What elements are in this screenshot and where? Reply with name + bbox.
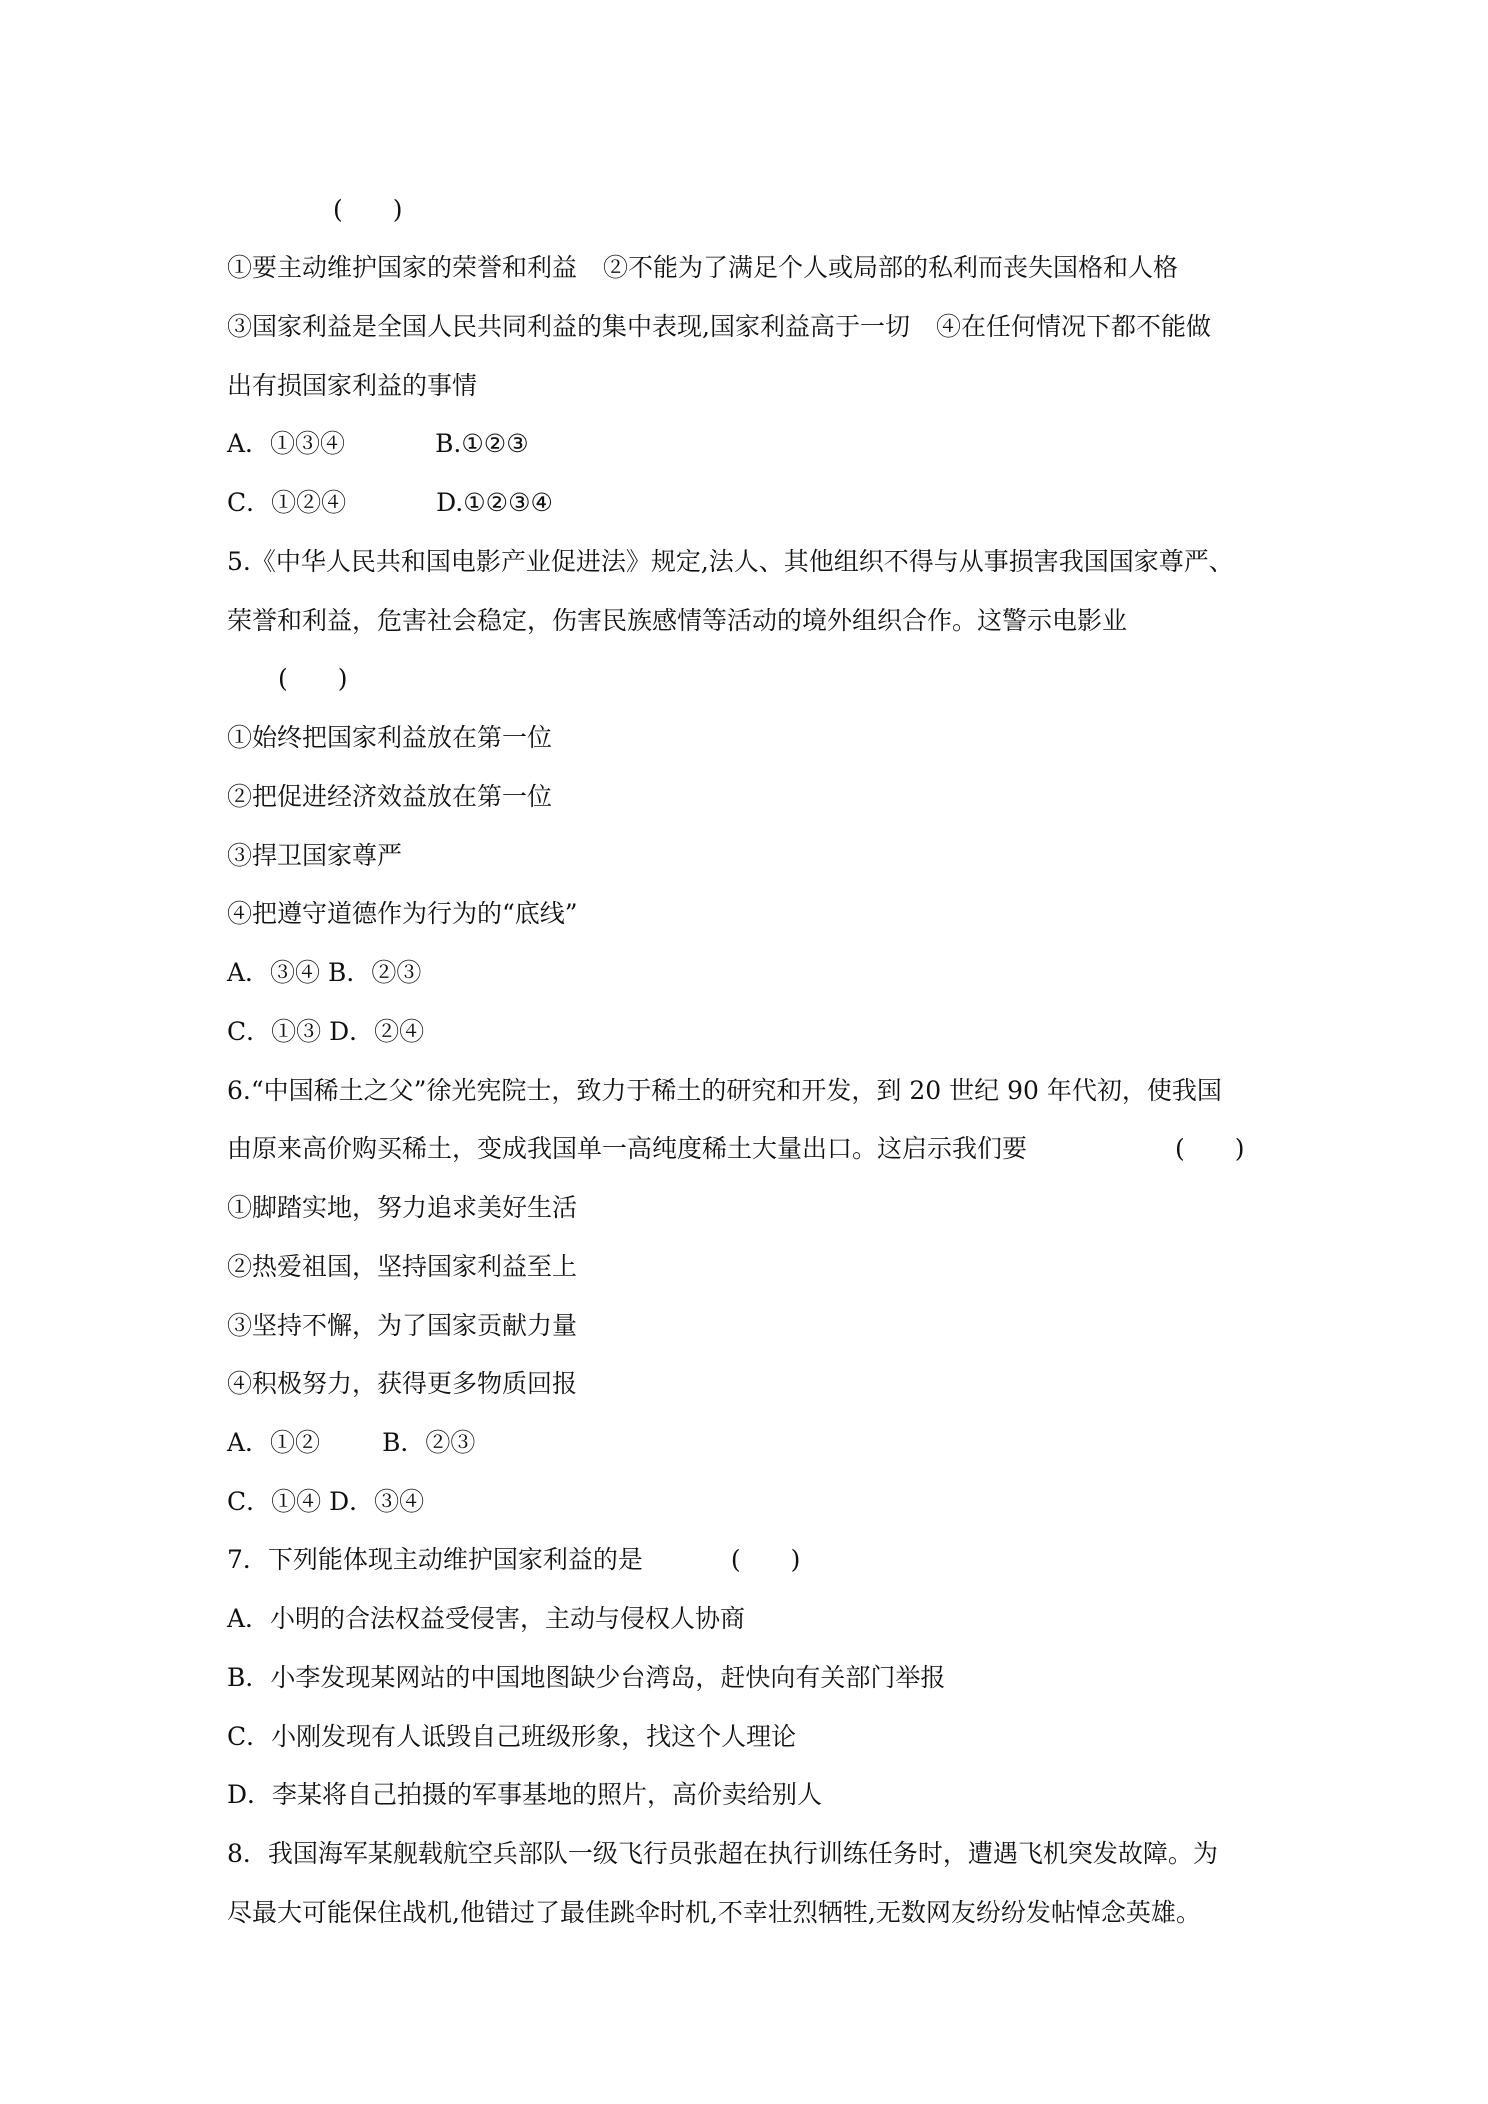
q4-choices-ab (227, 428, 529, 460)
q4-choice-b: B.①②③ (435, 429, 529, 458)
q6-stem-line1: 6.“中国稀土之父”徐光宪院士，致力于稀土的研究和开发，到 20 世纪 90 年代初，使我国 (227, 1076, 1222, 1105)
q8-stem-line1: 8．我国海军某舰载航空兵部队一级飞行员张超在执行训练任务时，遭遇飞机突发故障。为 (227, 1839, 1218, 1868)
q8-stem-line2: 尽最大可能保住战机,他错过了最佳跳伞时机,不幸壮烈牺牲,无数网友纷纷发帖悼念英雄。 (227, 1898, 1201, 1927)
q6-choice-a: A．①② (227, 1428, 321, 1457)
q6-answer-paren: ( ) (1175, 1134, 1245, 1163)
q4-choice-c: C．①②④ (227, 488, 347, 517)
q6-stem-line2 (227, 1133, 1245, 1165)
q5-choices-cd: C．①③ D．②④ (227, 1017, 425, 1046)
q4-option-1: ①要主动维护国家的荣誉和利益 (227, 253, 578, 282)
q5-option-3: ③捍卫国家尊严 (227, 841, 403, 870)
q6-choices-cd: C．①④ D．③④ (227, 1487, 425, 1516)
q7-option-d: D．李某将自己拍摄的军事基地的照片，高价卖给别人 (227, 1780, 823, 1809)
q6-option-1: ①脚踏实地，努力追求美好生活 (227, 1193, 578, 1222)
q4-answer-paren: ( ) (333, 195, 403, 224)
q5-option-2: ②把促进经济效益放在第一位 (227, 782, 553, 811)
q6-option-4: ④积极努力，获得更多物质回报 (227, 1369, 578, 1398)
q5-stem-line1: 5.《中华人民共和国电影产业促进法》规定,法人、其他组织不得与从事损害我国国家尊严、 (227, 547, 1234, 576)
q5-option-1: ①始终把国家利益放在第一位 (227, 723, 553, 752)
q4-options-row1 (227, 252, 1178, 284)
q6-choice-b: B．②③ (382, 1428, 476, 1457)
q6-option-3: ③坚持不懈，为了国家贡献力量 (227, 1311, 578, 1340)
q6-option-2: ②热爱祖国，坚持国家利益至上 (227, 1252, 578, 1281)
q5-answer-paren: ( ) (278, 664, 348, 693)
q4-choice-d: D.①②③④ (436, 488, 553, 517)
q4-option-3: ③国家利益是全国人民共同利益的集中表现,国家利益高于一切 (227, 312, 910, 341)
q5-stem-line2: 荣誉和利益，危害社会稳定，伤害民族感情等活动的境外组织合作。这警示电影业 (227, 606, 1128, 635)
q5-choices-ab: A．③④ B．②③ (227, 958, 422, 987)
q4-choices-cd (227, 487, 553, 519)
q5-option-4: ④把遵守道德作为行为的“底线” (227, 899, 578, 928)
q4-option-4-cont: 出有损国家利益的事情 (227, 371, 478, 400)
q7-stem-text: 7．下列能体现主动维护国家利益的是 (227, 1545, 643, 1574)
q6-stem-text: 由原来高价购买稀土，变成我国单一高纯度稀土大量出口。这启示我们要 (227, 1134, 1028, 1163)
q4-options-row2 (227, 311, 1211, 343)
q4-option-4: ④在任何情况下都不能做 (935, 312, 1211, 341)
q7-stem (227, 1544, 800, 1576)
q6-choices-ab (227, 1427, 475, 1459)
q4-option-2: ②不能为了满足个人或局部的私利而丧失国格和人格 (603, 253, 1179, 282)
q4-choice-a: A．①③④ (227, 429, 346, 458)
q7-answer-paren: ( ) (730, 1545, 801, 1574)
q7-option-b: B．小李发现某网站的中国地图缺少台湾岛，赶快向有关部门举报 (227, 1663, 946, 1692)
q7-option-c: C．小刚发现有人诋毁自己班级形象，找这个人理论 (227, 1722, 797, 1751)
q7-option-a: A．小明的合法权益受侵害，主动与侵权人协商 (227, 1604, 746, 1633)
